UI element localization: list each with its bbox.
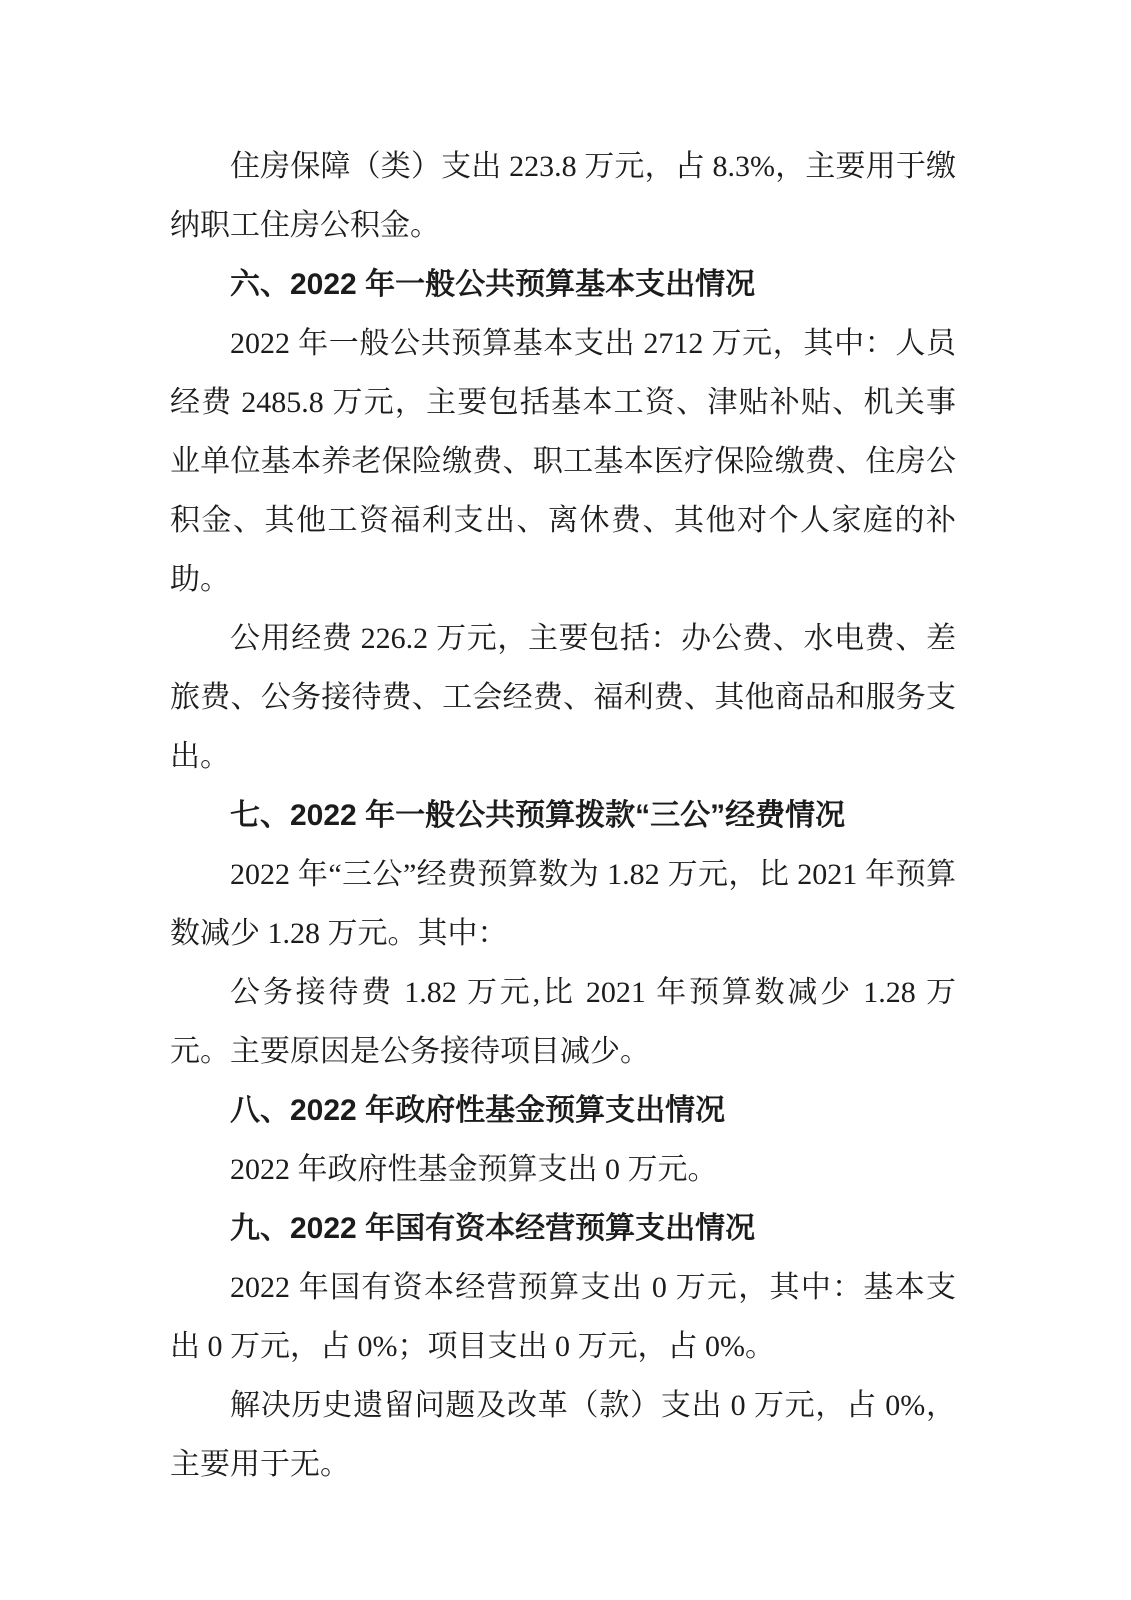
para-basic-expense-detail: 2022 年一般公共预算基本支出 2712 万元，其中：人员经费 2485.8 万元，主要包括基本工资、津贴补贴、机关事业单位基本养老保险缴费、职工基本医疗保险缴费、住房公积金、其他工资福利支出、离休费、其他对个人家庭的补助。	[170, 327, 956, 596]
document-body	[170, 137, 956, 1494]
para-three-public-budget: 2022 年“三公”经费预算数为 1.82 万元，比 2021 年预算数减少 1.28 万元。其中：	[170, 858, 956, 950]
para-state-capital-expense: 2022 年国有资本经营预算支出 0 万元，其中：基本支出 0 万元，占 0%；项目支出 0 万元，占 0%。	[170, 1271, 956, 1363]
heading-section-eight: 八、2022 年政府性基金预算支出情况	[230, 1094, 726, 1127]
para-legacy-issues: 解决历史遗留问题及改革（款）支出 0 万元，占 0%，主要用于无。	[170, 1389, 956, 1481]
para-public-funds: 公用经费 226.2 万元，主要包括：办公费、水电费、差旅费、公务接待费、工会经费、福利费、其他商品和服务支出。	[170, 622, 956, 773]
heading-section-seven: 七、2022 年一般公共预算拨款“三公”经费情况	[230, 799, 846, 832]
para-housing-expense: 住房保障（类）支出 223.8 万元，占 8.3%，主要用于缴纳职工住房公积金。	[170, 150, 956, 242]
para-official-reception: 公务接待费 1.82 万元,比 2021 年预算数减少 1.28 万元。主要原因是公务接待项目减少。	[170, 976, 956, 1068]
para-gov-fund-expense: 2022 年政府性基金预算支出 0 万元。	[230, 1153, 718, 1186]
heading-section-six: 六、2022 年一般公共预算基本支出情况	[230, 268, 756, 301]
heading-section-nine: 九、2022 年国有资本经营预算支出情况	[230, 1212, 756, 1245]
